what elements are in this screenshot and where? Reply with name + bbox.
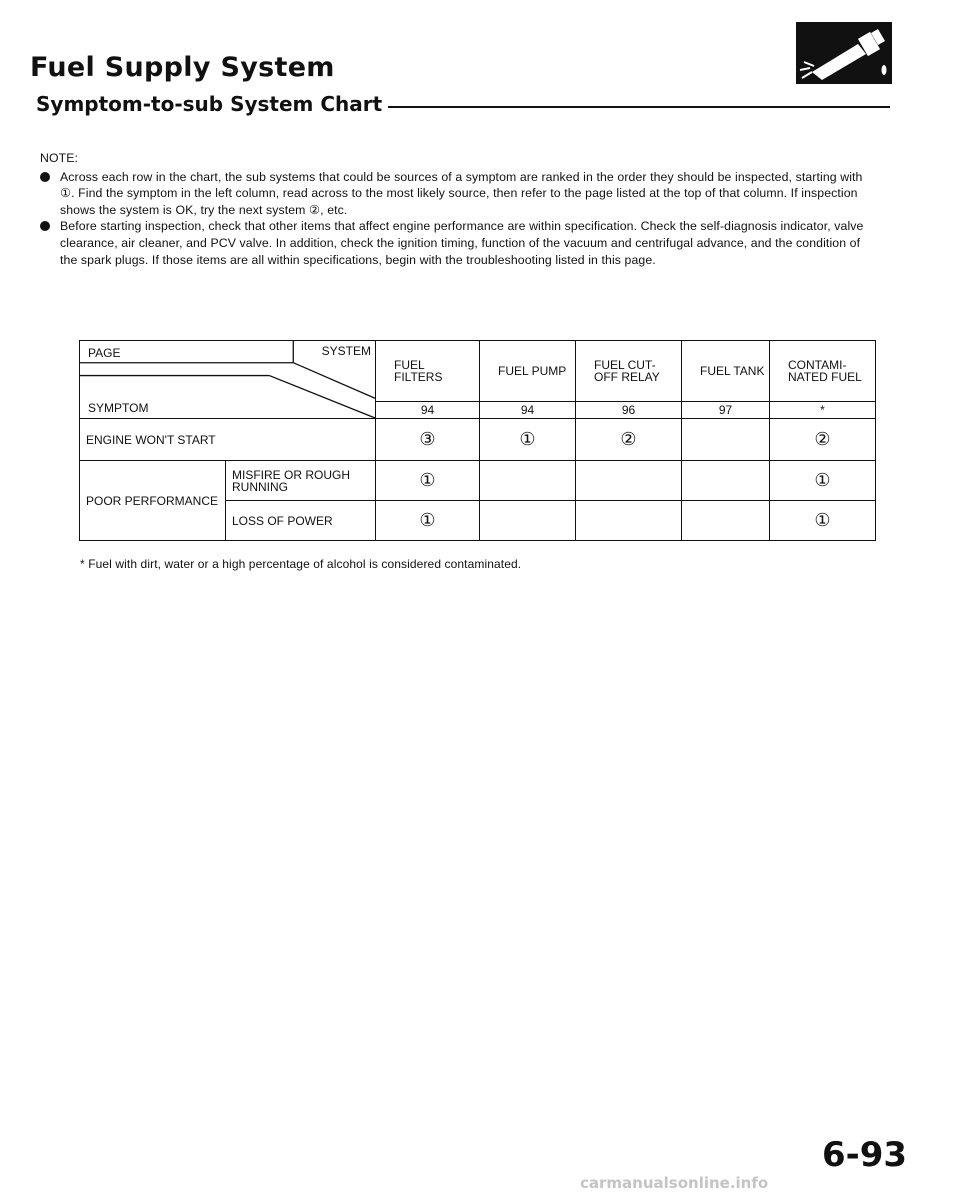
rank-cell: ③: [376, 419, 480, 461]
bullet-icon: [40, 221, 50, 231]
bullet-icon: [40, 172, 50, 182]
page-ref: 94: [480, 402, 576, 419]
rank-cell: ①: [480, 419, 576, 461]
symptom-chart: [79, 340, 876, 541]
note-item-text: Across each row in the chart, the sub systems that could be sources of a symptom are ranked in the order they should be inspected, starting with ①. Find the symptom in the left column, read across to the most likely source, then refer to the page listed at the top of that column. If inspection shows the system is OK, try the next system ②, etc.: [60, 169, 863, 217]
rank-cell: ①: [376, 461, 480, 501]
note-item-text: Before starting inspection, check that other items that affect engine performance are within specification. Check the self-diagnosis indicator, valve clearance, air cleaner, and PCV valve. In addition, check the ignition timing, function of the vacuum and centrifugal advance, and the condition of the spark plugs. If those items are all within specifications, begin with the troubleshooting listed in this page.: [60, 219, 864, 267]
footnote: * Fuel with dirt, water or a high percentage of alcohol is considered contaminated.: [80, 557, 522, 571]
system-header: CONTAMI-NATED FUEL: [770, 341, 876, 402]
corner-symptom-label: SYMPTOM: [88, 401, 149, 415]
section-title: Symptom-to-sub System Chart: [36, 92, 388, 116]
rank-cell: [682, 461, 770, 501]
system-header: FUEL FILTERS: [376, 341, 480, 402]
page-ref: *: [770, 402, 876, 419]
rank-cell: [682, 501, 770, 541]
sub-symptom-label: LOSS OF POWER: [226, 501, 376, 541]
symptom-label: ENGINE WON'T START: [80, 419, 376, 461]
rank-cell: ②: [576, 419, 682, 461]
rank-cell: ①: [770, 461, 876, 501]
page-number: 6-93: [822, 1135, 908, 1175]
note-label: NOTE:: [40, 151, 79, 165]
watermark: carmanualsonline.info: [580, 1174, 769, 1192]
corner-page-label: PAGE: [88, 346, 121, 360]
rank-cell: [576, 461, 682, 501]
sub-symptom-label: MISFIRE OR ROUGH RUNNING: [226, 461, 376, 501]
page-title: Fuel Supply System: [30, 52, 335, 83]
fuel-injector-icon: [796, 22, 892, 84]
system-header: FUEL TANK: [682, 341, 770, 402]
page-ref: 96: [576, 402, 682, 419]
rank-cell: [480, 501, 576, 541]
note-item: [40, 218, 880, 268]
rank-cell: ①: [770, 501, 876, 541]
note-block: [40, 150, 880, 268]
rank-cell: ①: [376, 501, 480, 541]
system-header: FUEL PUMP: [480, 341, 576, 402]
corner-header: [80, 341, 376, 419]
system-header: FUEL CUT-OFF RELAY: [576, 341, 682, 402]
rank-cell: [480, 461, 576, 501]
note-item: [40, 169, 880, 219]
page-ref: 97: [682, 402, 770, 419]
symptom-label: POOR PERFORMANCE: [80, 461, 226, 541]
page-ref: 94: [376, 402, 480, 419]
rank-cell: ②: [770, 419, 876, 461]
rank-cell: [576, 501, 682, 541]
rank-cell: [682, 419, 770, 461]
corner-system-label: SYSTEM: [321, 344, 371, 358]
